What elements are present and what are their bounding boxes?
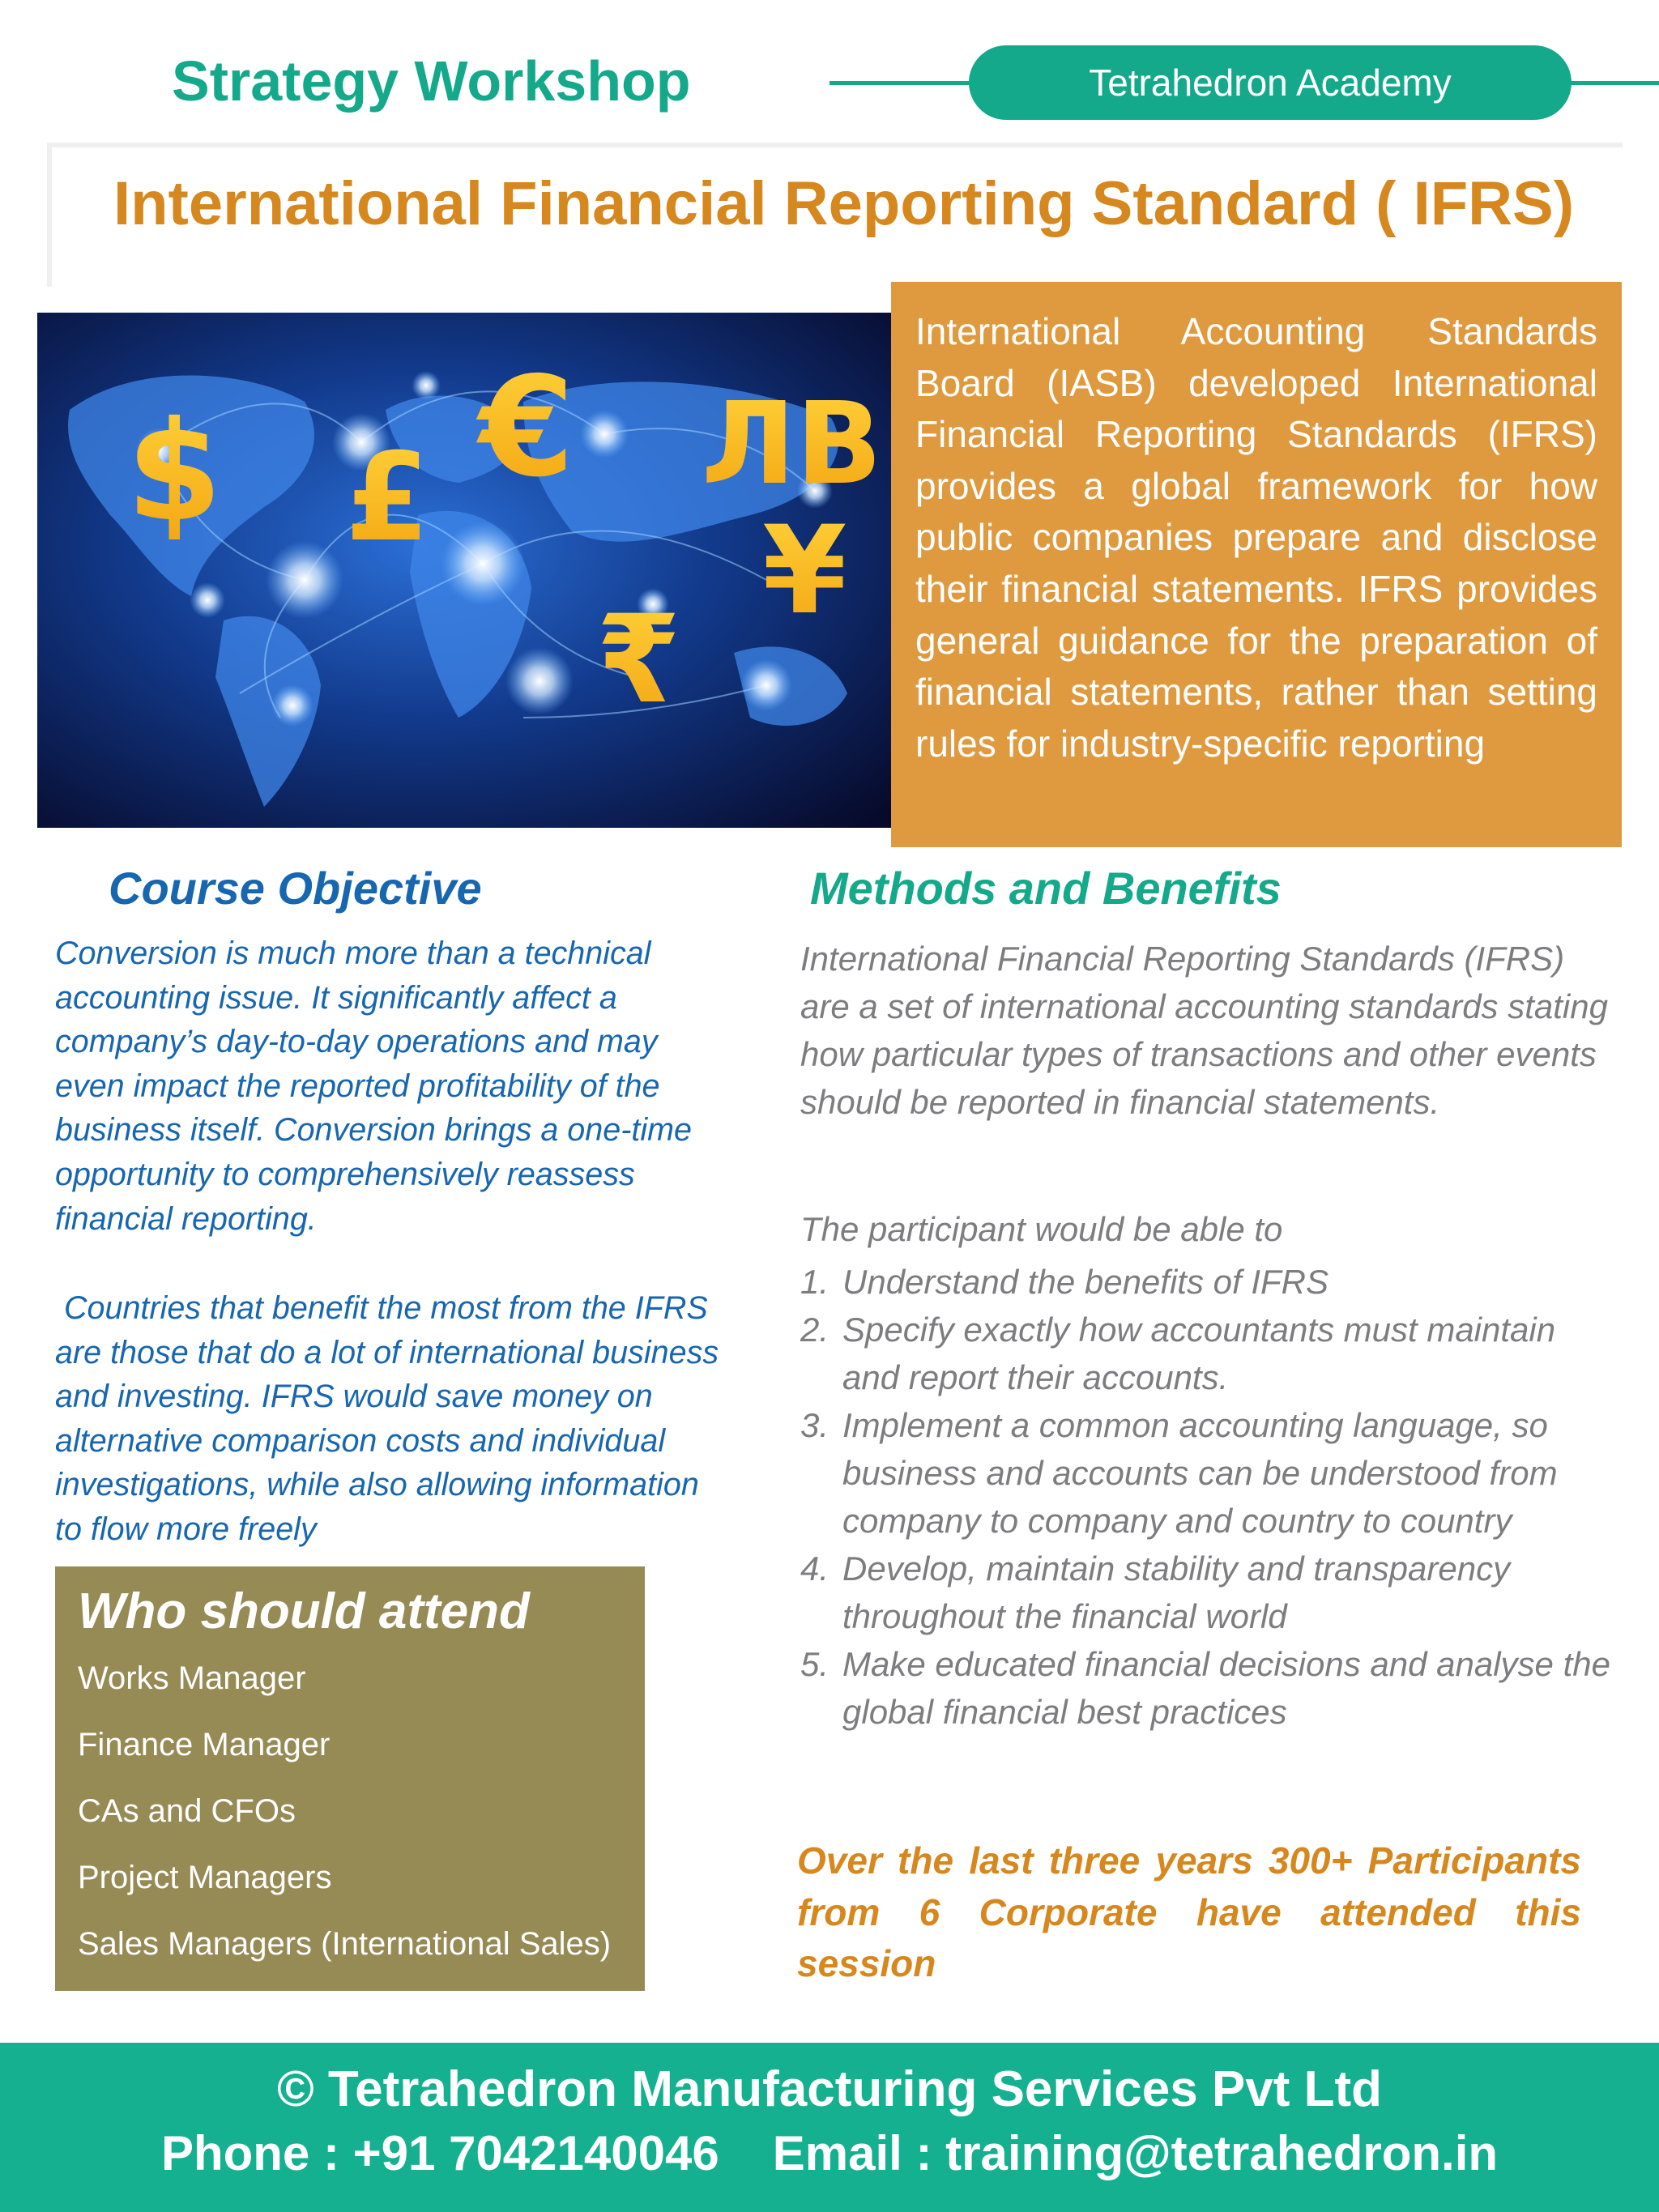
footer (0, 2043, 1659, 2212)
course-objective-paragraph-2: Countries that benefit the most from the IFRS are those that do a lot of international business and investing. IFRS would save money on alternative comparison costs and individual investigations, while also allowing information to flow more freely (55, 1290, 728, 1547)
who-should-attend-box (55, 1566, 645, 1991)
ifrs-intro-text: International Accounting Standards Board (IASB) developed International Financial Reporting Standards (IFRS) provides a global framework for how public companies prepare and disclose their financial statements. IFRS provides general guidance for the preparation of financial statements, rather than setting rules for industry-specific reporting (915, 310, 1597, 765)
benefit-text: Specify exactly how accountants must maintain and report their accounts. (842, 1311, 1556, 1396)
footer-email: Email : training@tetrahedron.in (772, 2126, 1499, 2180)
dollar-symbol: $ (126, 392, 223, 552)
euro-symbol: € (479, 347, 575, 508)
course-objective-paragraph-1: Conversion is much more than a technical accounting issue. It significantly affect a company’s day-to-day operations and may even impact the reported profitability of the business itself. Conversion brings a one-time opportunity to comprehensively reassess financial reporting. (55, 936, 692, 1237)
benefit-number: 3. (800, 1406, 830, 1444)
benefit-number: 5. (800, 1645, 830, 1683)
benefit-text: Develop, maintain stability and transparency throughout the financial world (842, 1549, 1511, 1635)
world-currency-illustration (37, 313, 893, 828)
pound-symbol: £ (345, 428, 430, 569)
who-should-attend-title: Who should attend (78, 1583, 530, 1639)
participants-stat: Over the last three years 300+ Participants from 6 Corporate have attended this session (797, 1839, 1581, 1984)
attendee-item: Sales Managers (International Sales) (78, 1926, 612, 1962)
header-divider-left (830, 81, 972, 85)
benefit-item (800, 1401, 1618, 1545)
attendee-item: Project Managers (78, 1860, 332, 1895)
academy-badge: Tetrahedron Academy (969, 45, 1572, 120)
benefit-text: Make educated financial decisions and analyse the global financial best practices (842, 1645, 1610, 1731)
lev-symbol: ЛВ (702, 378, 882, 510)
ifrs-intro-box (891, 282, 1622, 847)
methods-benefits-heading: Methods and Benefits (810, 863, 1282, 914)
benefit-number: 4. (800, 1549, 830, 1588)
header-divider-right (1568, 81, 1659, 85)
attendee-item: Works Manager (78, 1660, 306, 1696)
benefit-text: Implement a common accounting language, so business and accounts can be understood from company to company and country to country (842, 1406, 1558, 1540)
attendee-item: Finance Manager (78, 1727, 331, 1762)
attendee-item: CAs and CFOs (78, 1793, 296, 1829)
methods-intro-text: International Financial Reporting Standards (IFRS) are a set of international accounting standards stating how particular types of transactions and other events should be reported in financial statements. (800, 940, 1608, 1121)
benefit-item (800, 1640, 1618, 1736)
benefit-item (800, 1545, 1618, 1640)
rupee-symbol: ₹ (596, 590, 681, 731)
participant-lead: The participant would be able to (800, 1210, 1283, 1248)
footer-phone: Phone : +91 7042140046 (160, 2126, 719, 2180)
benefit-item (800, 1306, 1618, 1401)
benefit-text: Understand the benefits of IFRS (842, 1263, 1328, 1301)
benefit-list (800, 1258, 1618, 1736)
page-title: International Financial Reporting Standard ( IFRS) (113, 169, 1574, 238)
yen-symbol: ¥ (762, 501, 847, 641)
benefit-number: 2. (800, 1311, 830, 1349)
workshop-title: Strategy Workshop (172, 49, 691, 113)
footer-company: © Tetrahedron Manufacturing Services Pvt Ltd (277, 2061, 1382, 2117)
benefit-item (800, 1258, 1618, 1306)
benefit-number: 1. (800, 1263, 830, 1301)
footer-contact (0, 2125, 1659, 2181)
course-objective-heading: Course Objective (109, 863, 482, 914)
